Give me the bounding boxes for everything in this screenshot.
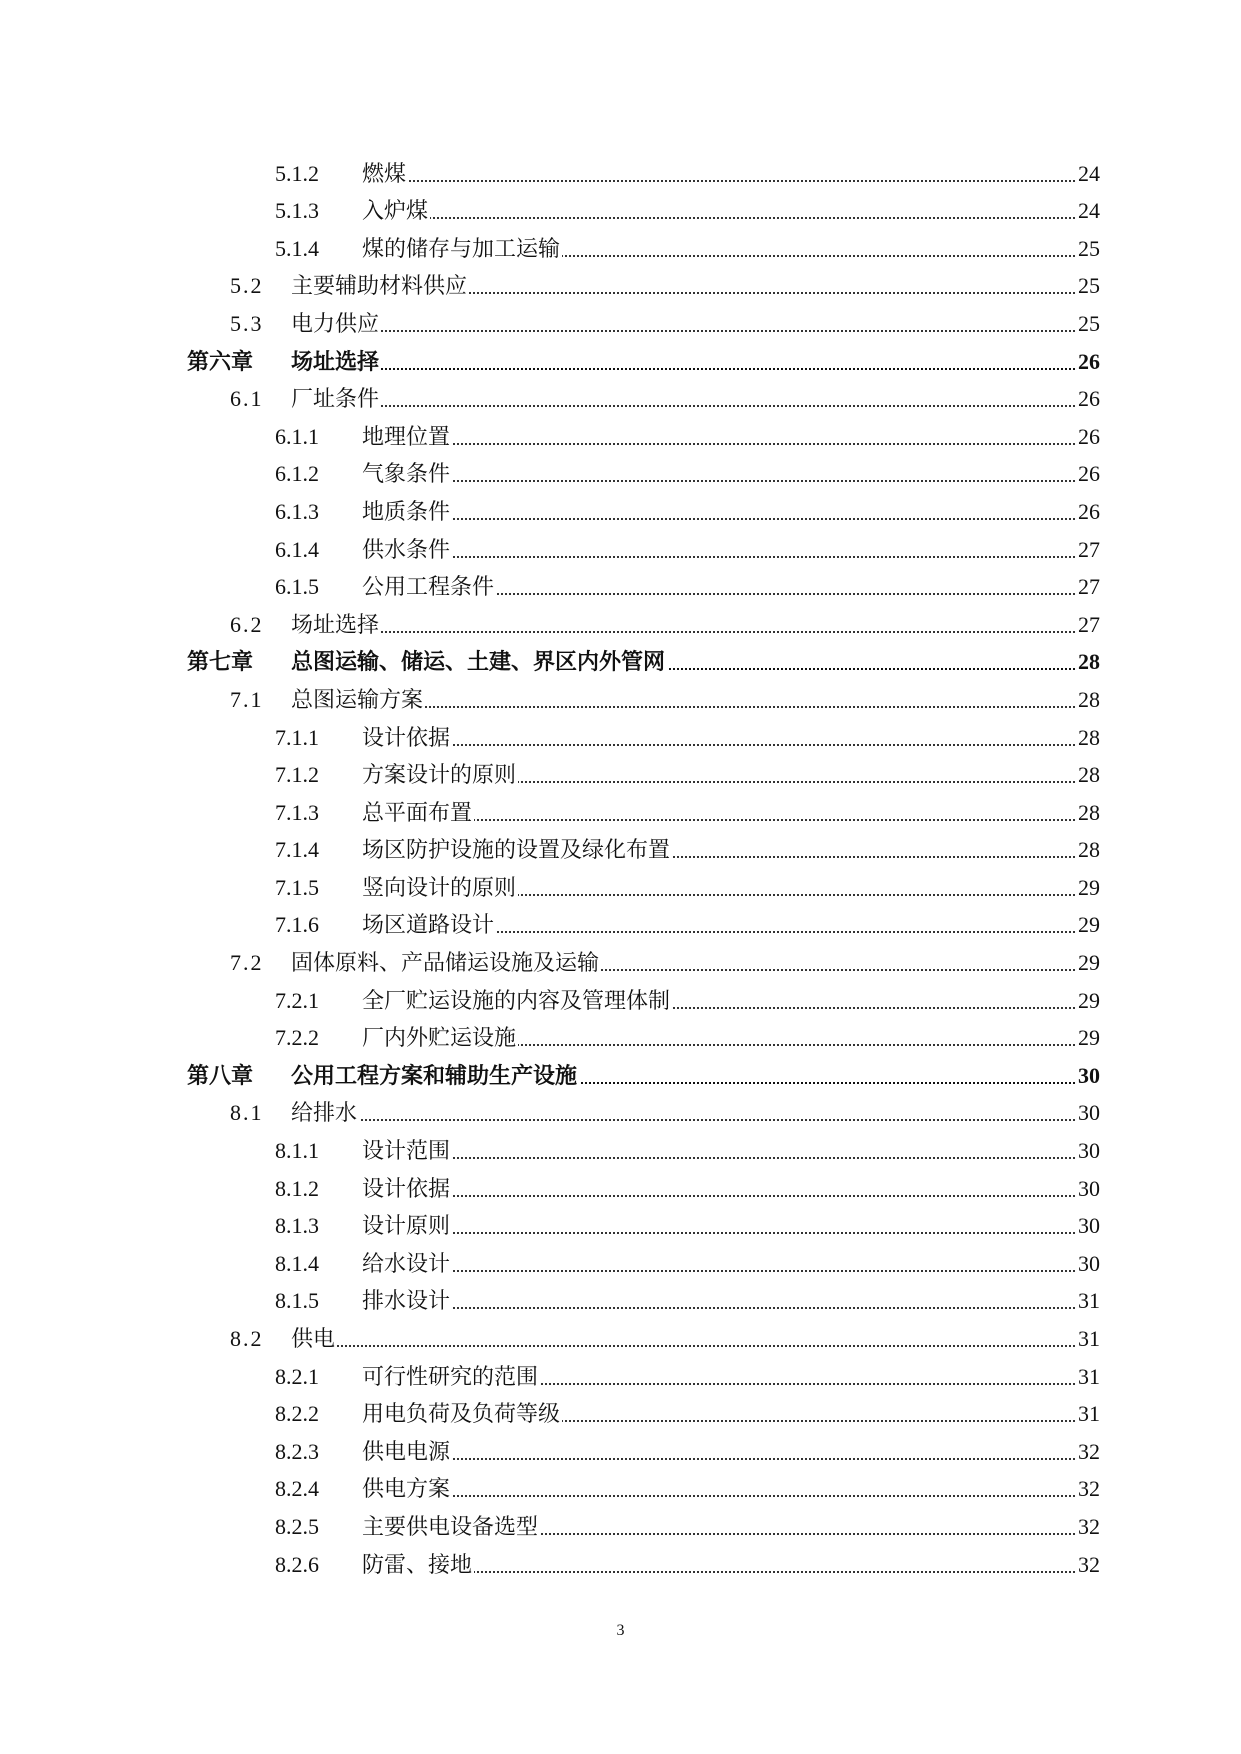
toc-entry-number: 8.2.2 — [275, 1401, 319, 1427]
toc-entry[interactable] — [0, 340, 1241, 378]
toc-entry-title: 总平面布置 — [362, 799, 473, 825]
toc-entry-page: 29 — [1078, 1025, 1100, 1051]
toc-dot-leader — [370, 443, 1099, 445]
toc-entry-number: 7.1.4 — [275, 837, 319, 863]
toc-entry-page: 26 — [1078, 348, 1100, 374]
toc-entry-page: 26 — [1078, 461, 1100, 487]
toc-entry-title: 地理位置 — [362, 423, 451, 449]
toc-entry-number: 第六章 — [187, 348, 254, 374]
toc-entry-page: 31 — [1078, 1401, 1100, 1427]
toc-entry[interactable] — [0, 603, 1241, 641]
toc-entry-number: 6.1.3 — [275, 498, 319, 524]
toc-entry-page: 30 — [1078, 1100, 1100, 1126]
toc-entry-page: 29 — [1078, 950, 1100, 976]
toc-entry[interactable] — [0, 1393, 1241, 1431]
toc-entry-title: 主要供电设备选型 — [362, 1513, 539, 1539]
toc-entry-title: 可行性研究的范围 — [362, 1363, 539, 1389]
toc-entry-page: 27 — [1078, 574, 1100, 600]
toc-entry[interactable] — [0, 678, 1241, 716]
toc-entry[interactable] — [0, 1468, 1241, 1506]
toc-entry-number: 8.1.2 — [275, 1175, 319, 1201]
toc-entry-title: 场址选择 — [291, 611, 380, 637]
toc-entry-title: 设计依据 — [362, 724, 451, 750]
toc-entry-title: 供电 — [291, 1326, 336, 1351]
toc-entry-page: 31 — [1078, 1326, 1100, 1351]
toc-dot-leader — [370, 1571, 1099, 1573]
toc-entry[interactable] — [0, 941, 1241, 979]
toc-entry[interactable] — [0, 1280, 1241, 1318]
toc-entry[interactable] — [0, 152, 1241, 190]
toc-entry-number: 7.1.5 — [275, 874, 319, 900]
toc-entry-title: 设计范围 — [362, 1138, 451, 1164]
toc-entry-number: 5.1.2 — [275, 160, 319, 186]
toc-entry-title: 供水条件 — [362, 536, 451, 562]
toc-entry-page: 29 — [1078, 987, 1100, 1013]
toc-entry[interactable] — [0, 1430, 1241, 1468]
toc-entry-title: 主要辅助材料供应 — [291, 273, 468, 299]
toc-entry-number: 7.1.2 — [275, 762, 319, 788]
toc-entry-page: 25 — [1078, 273, 1100, 299]
toc-entry-title: 厂址条件 — [291, 386, 380, 412]
toc-dot-leader — [300, 1119, 1099, 1121]
toc-entry[interactable] — [0, 227, 1241, 265]
toc-entry-number: 8.2.5 — [275, 1513, 319, 1539]
toc-entry[interactable] — [0, 1017, 1241, 1055]
toc-entry-number: 8.2.1 — [275, 1363, 319, 1389]
toc-entry-page: 30 — [1078, 1250, 1100, 1276]
toc-entry-number: 8.2.4 — [275, 1476, 319, 1502]
toc-dot-leader — [370, 180, 1099, 182]
toc-entry-page: 28 — [1078, 799, 1100, 825]
toc-entry-page: 30 — [1078, 1062, 1100, 1088]
toc-entry-number: 第七章 — [187, 649, 254, 675]
toc-entry-number: 6.1.1 — [275, 423, 319, 449]
toc-entry-number: 8.2 — [230, 1326, 264, 1351]
toc-entry-page: 26 — [1078, 386, 1100, 412]
toc-entry-title: 全厂贮运设施的内容及管理体制 — [362, 987, 671, 1013]
toc-entry-number: 6.2 — [230, 611, 264, 637]
toc-entry-title: 厂内外贮运设施 — [362, 1025, 517, 1051]
toc-entry[interactable] — [0, 829, 1241, 867]
toc-entry-number: 6.1.2 — [275, 461, 319, 487]
toc-entry[interactable] — [0, 490, 1241, 528]
toc-entry-number: 8.2.3 — [275, 1438, 319, 1464]
toc-entry-number: 8.1.1 — [275, 1138, 319, 1164]
toc-entry[interactable] — [0, 1167, 1241, 1205]
toc-entry[interactable] — [0, 716, 1241, 754]
toc-dot-leader — [370, 1157, 1099, 1159]
toc-entry[interactable] — [0, 415, 1241, 453]
toc-entry-title: 设计依据 — [362, 1175, 451, 1201]
toc-entry-page: 30 — [1078, 1138, 1100, 1164]
toc-entry[interactable] — [0, 1355, 1241, 1393]
toc-entry[interactable] — [0, 1543, 1241, 1581]
toc-entry-title: 给排水 — [291, 1100, 358, 1126]
toc-entry-title: 防雷、接地 — [362, 1551, 473, 1577]
toc-entry-title: 煤的储存与加工运输 — [362, 235, 561, 261]
toc-entry[interactable] — [0, 866, 1241, 904]
toc-entry-page: 27 — [1078, 536, 1100, 562]
toc-entry-title: 电力供应 — [291, 310, 380, 336]
toc-entry-number: 5.1.4 — [275, 235, 319, 261]
toc-entry-title: 方案设计的原则 — [362, 762, 517, 788]
toc-dot-leader — [370, 1232, 1099, 1234]
toc-dot-leader — [300, 631, 1099, 633]
toc-entry-title: 总图运输方案 — [291, 686, 424, 712]
toc-entry-number: 7.2.2 — [275, 1025, 319, 1051]
toc-entry-title: 用电负荷及负荷等级 — [362, 1401, 561, 1427]
toc-entry[interactable] — [0, 641, 1241, 679]
toc-entry-page: 26 — [1078, 498, 1100, 524]
toc-dot-leader — [300, 368, 1099, 370]
toc-entry-page: 28 — [1078, 762, 1100, 788]
toc-dot-leader — [370, 1307, 1099, 1309]
page-number: 3 — [616, 1622, 625, 1639]
toc-entry-number: 6.1.4 — [275, 536, 319, 562]
toc-dot-leader — [300, 1345, 1099, 1347]
toc-entry[interactable] — [0, 566, 1241, 604]
toc-dot-leader — [370, 217, 1099, 219]
toc-entry-title: 供电电源 — [362, 1438, 451, 1464]
toc-entry-page: 31 — [1078, 1288, 1100, 1314]
toc-entry[interactable] — [0, 791, 1241, 829]
toc-entry[interactable] — [0, 754, 1241, 792]
toc-entry-number: 8.1.5 — [275, 1288, 319, 1314]
toc-dot-leader — [370, 518, 1099, 520]
toc-entry-number: 8.1 — [230, 1100, 264, 1126]
toc-entry-page: 29 — [1078, 874, 1100, 900]
toc-entry-number: 7.2.1 — [275, 987, 319, 1013]
toc-entry-title: 公用工程条件 — [362, 574, 495, 600]
toc-entry-page: 29 — [1078, 912, 1100, 938]
toc-entry-page: 28 — [1078, 837, 1100, 863]
toc-dot-leader — [370, 819, 1099, 821]
toc-entry[interactable] — [0, 528, 1241, 566]
toc-entry-page: 24 — [1078, 198, 1100, 224]
toc-dot-leader — [370, 1495, 1099, 1497]
toc-entry-number: 8.1.4 — [275, 1250, 319, 1276]
toc-entry-title: 场址选择 — [291, 348, 380, 374]
toc-entry[interactable] — [0, 265, 1241, 303]
toc-entry-page: 30 — [1078, 1175, 1100, 1201]
toc-entry-number: 7.1 — [230, 686, 264, 712]
toc-entry-title: 燃煤 — [362, 160, 407, 186]
toc-entry-page: 24 — [1078, 160, 1100, 186]
toc-entry[interactable] — [0, 904, 1241, 942]
toc-entry-title: 总图运输、储运、土建、界区内外管网 — [291, 649, 666, 675]
toc-entry-title: 给水设计 — [362, 1250, 451, 1276]
toc-entry-title: 入炉煤 — [362, 198, 429, 224]
toc-entry-page: 30 — [1078, 1213, 1100, 1239]
toc-entry[interactable] — [0, 453, 1241, 491]
table-of-contents — [0, 152, 1241, 1581]
toc-entry-page: 32 — [1078, 1551, 1100, 1577]
toc-entry-number: 7.2 — [230, 950, 264, 976]
toc-entry-title: 竖向设计的原则 — [362, 874, 517, 900]
toc-entry[interactable] — [0, 1505, 1241, 1543]
toc-entry-page: 32 — [1078, 1513, 1100, 1539]
toc-entry-title: 场区防护设施的设置及绿化布置 — [362, 837, 671, 863]
toc-dot-leader — [370, 480, 1099, 482]
toc-entry[interactable] — [0, 1129, 1241, 1167]
toc-entry[interactable] — [0, 1092, 1241, 1130]
toc-entry-number: 8.1.3 — [275, 1213, 319, 1239]
toc-entry-title: 公用工程方案和辅助生产设施 — [291, 1062, 578, 1088]
toc-entry-title: 排水设计 — [362, 1288, 451, 1314]
toc-entry[interactable] — [0, 378, 1241, 416]
toc-entry-number: 7.1.1 — [275, 724, 319, 750]
toc-entry-number: 5.3 — [230, 310, 264, 336]
toc-entry[interactable] — [0, 190, 1241, 228]
toc-entry-page: 31 — [1078, 1363, 1100, 1389]
toc-entry[interactable] — [0, 302, 1241, 340]
toc-dot-leader — [300, 405, 1099, 407]
toc-entry-number: 5.1.3 — [275, 198, 319, 224]
toc-entry-page: 32 — [1078, 1438, 1100, 1464]
toc-dot-leader — [370, 1458, 1099, 1460]
toc-entry[interactable] — [0, 1317, 1241, 1355]
toc-entry-title: 地质条件 — [362, 498, 451, 524]
toc-dot-leader — [370, 556, 1099, 558]
toc-entry-number: 5.2 — [230, 273, 264, 299]
toc-entry-title: 固体原料、产品储运设施及运输 — [291, 950, 600, 976]
toc-entry-page: 32 — [1078, 1476, 1100, 1502]
toc-entry-page: 28 — [1078, 686, 1100, 712]
toc-entry[interactable] — [0, 1205, 1241, 1243]
toc-entry-number: 6.1 — [230, 386, 264, 412]
toc-entry[interactable] — [0, 1242, 1241, 1280]
toc-entry-page: 28 — [1078, 724, 1100, 750]
toc-entry-page: 27 — [1078, 611, 1100, 637]
toc-entry-number: 7.1.6 — [275, 912, 319, 938]
toc-entry[interactable] — [0, 1054, 1241, 1092]
toc-entry-number: 第八章 — [187, 1062, 254, 1088]
toc-entry-number: 7.1.3 — [275, 799, 319, 825]
toc-entry-title: 设计原则 — [362, 1213, 451, 1239]
toc-entry-page: 25 — [1078, 235, 1100, 261]
toc-entry-number: 6.1.5 — [275, 574, 319, 600]
toc-entry-page: 28 — [1078, 649, 1100, 675]
toc-dot-leader — [300, 330, 1099, 332]
toc-entry-title: 供电方案 — [362, 1476, 451, 1502]
toc-dot-leader — [370, 1270, 1099, 1272]
toc-entry-page: 26 — [1078, 423, 1100, 449]
toc-entry-title: 场区道路设计 — [362, 912, 495, 938]
toc-dot-leader — [370, 1195, 1099, 1197]
toc-entry-page: 25 — [1078, 310, 1100, 336]
toc-dot-leader — [370, 744, 1099, 746]
toc-entry-number: 8.2.6 — [275, 1551, 319, 1577]
toc-entry-title: 气象条件 — [362, 461, 451, 487]
toc-entry[interactable] — [0, 979, 1241, 1017]
